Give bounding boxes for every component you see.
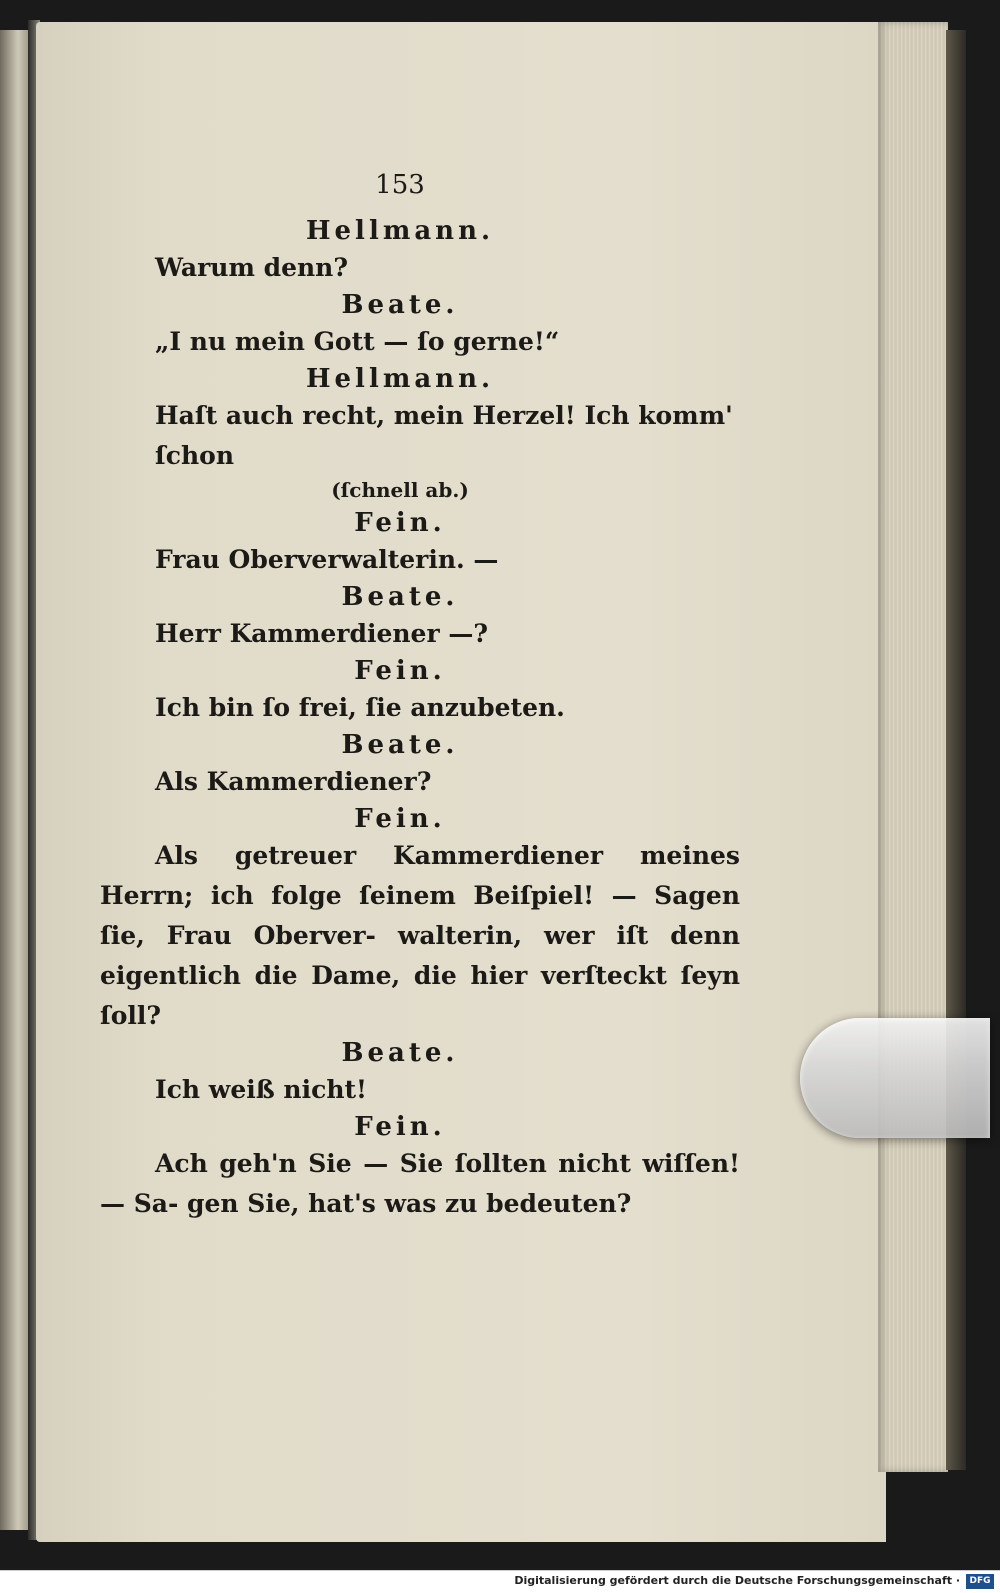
- dialogue-line: Frau Oberverwalterin. —: [155, 545, 499, 574]
- dialogue-line: Haſt auch recht, mein Herzel! Ich komm' ſchon: [155, 401, 733, 470]
- dialogue-line: Warum denn?: [155, 253, 348, 282]
- dialogue-line: Als Kammerdiener?: [155, 767, 432, 796]
- footer-credit: Digitalisierung gefördert durch die Deutsche Forschungsgemeinschaft ·: [514, 1574, 960, 1587]
- speaker-name: Fein.: [354, 656, 446, 686]
- speaker-name: Beate.: [341, 582, 459, 612]
- speaker-name: Beate.: [341, 730, 459, 760]
- page-clamp: [800, 1018, 990, 1138]
- left-page-edge: [0, 30, 30, 1530]
- speaker-name: Fein.: [354, 804, 446, 834]
- dialogue-paragraph: Als getreuer Kammerdiener meines Herrn; ich folge ſeinem Beiſpiel! — Sagen ſie, Frau Oberver- walterin, wer iſt denn eigentlich die Dame, die hier verſteckt ſeyn ſoll?: [100, 841, 740, 1030]
- dfg-logo-icon: DFG: [966, 1574, 994, 1589]
- book-cover-edge: [946, 30, 966, 1470]
- footer-bar: [0, 1570, 1000, 1593]
- dialogue-line: Herr Kammerdiener —?: [155, 619, 488, 648]
- dialogue-line: „I nu mein Gott — ſo gerne!“: [155, 327, 560, 356]
- stage-direction: (ſchnell ab.): [331, 478, 469, 502]
- dialogue-line: Ich bin ſo frei, ſie anzubeten.: [155, 693, 565, 722]
- speaker-name: Beate.: [341, 1038, 459, 1068]
- dialogue-line: Ich weiß nicht!: [155, 1075, 368, 1104]
- page-number: 153: [375, 170, 425, 200]
- speaker-name: Fein.: [354, 508, 446, 538]
- dialogue-paragraph: Ach geh'n Sie — Sie ſollten nicht wiſſen! — Sa- gen Sie, hat's was zu bedeuten?: [100, 1149, 740, 1218]
- speaker-name: Beate.: [341, 290, 459, 320]
- page-text: [100, 170, 740, 1224]
- speaker-name: Hellmann.: [305, 364, 495, 394]
- page-stack-edges: [878, 22, 948, 1472]
- speaker-name: Fein.: [354, 1112, 446, 1142]
- speaker-name: Hellmann.: [305, 216, 495, 246]
- dialogue-blocks: [100, 216, 740, 1224]
